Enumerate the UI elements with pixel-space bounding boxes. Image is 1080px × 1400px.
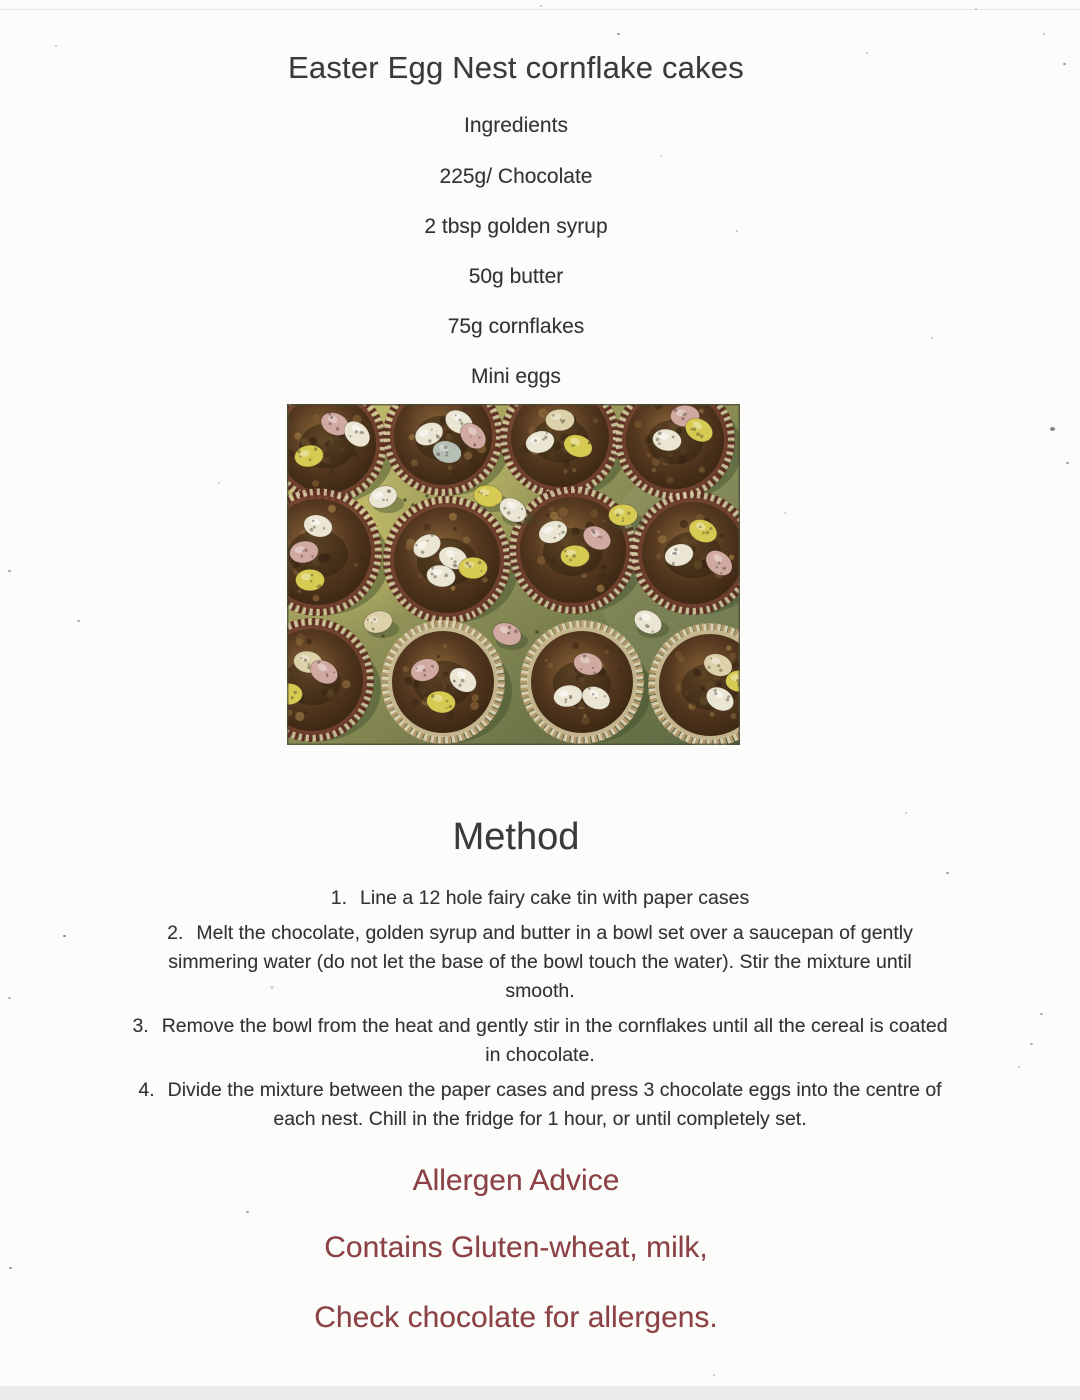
cornflake-nests-photo-graphic bbox=[287, 404, 740, 745]
scan-speck bbox=[1063, 63, 1066, 65]
ingredient-item: 225g/ Chocolate bbox=[439, 165, 593, 188]
scan-speck bbox=[975, 8, 977, 10]
scan-speck bbox=[218, 482, 220, 484]
step-text: Remove the bowl from the heat and gently stir in the cornflakes until all the cereal is coated bbox=[161, 1015, 948, 1037]
scan-speck bbox=[77, 620, 80, 622]
step-text: each nest. Chill in the fridge for 1 hour, or until completely set. bbox=[273, 1108, 807, 1130]
ingredients-heading: Ingredients bbox=[464, 114, 568, 137]
step-text: in chocolate. bbox=[485, 1044, 595, 1066]
scan-speck bbox=[713, 1374, 715, 1376]
ingredient-item: 50g butter bbox=[468, 265, 564, 288]
method-step-4 bbox=[0, 1076, 1080, 1134]
step-number: 1. bbox=[330, 887, 348, 909]
allergen-line: Check chocolate for allergens. bbox=[314, 1301, 718, 1334]
step-number: 3. bbox=[132, 1015, 149, 1037]
step-text: Line a 12 hole fairy cake tin with paper cases bbox=[360, 887, 750, 909]
step-text: Divide the mixture between the paper cases and press 3 chocolate eggs into the centre of bbox=[167, 1079, 942, 1101]
scan-speck bbox=[55, 45, 57, 47]
ingredient-item: Mini eggs bbox=[471, 365, 561, 388]
scan-speck bbox=[1043, 33, 1045, 35]
scan-top-edge bbox=[0, 9, 1080, 10]
scan-speck bbox=[8, 997, 11, 999]
scan-speck bbox=[946, 872, 949, 874]
step-number: 2. bbox=[167, 922, 184, 944]
scan-speck bbox=[246, 1211, 249, 1213]
scan-speck bbox=[660, 155, 662, 157]
scan-speck bbox=[784, 512, 786, 514]
scan-speck bbox=[617, 33, 620, 35]
step-text: simmering water (do not let the base of the bowl touch the water). Stir the mixture until bbox=[168, 951, 912, 973]
scan-speck bbox=[1040, 1013, 1043, 1015]
recipe-photo bbox=[287, 404, 740, 745]
step-text: smooth. bbox=[505, 980, 575, 1002]
scan-speck bbox=[1050, 427, 1055, 431]
scan-speck bbox=[1066, 462, 1069, 464]
scan-bottom-edge bbox=[0, 1386, 1080, 1400]
method-steps bbox=[0, 884, 1080, 1140]
scan-speck bbox=[9, 1267, 12, 1269]
page-title: Easter Egg Nest cornflake cakes bbox=[288, 50, 744, 85]
allergen-line: Contains Gluten-wheat, milk, bbox=[324, 1231, 708, 1264]
method-step-1 bbox=[0, 884, 1080, 913]
step-text: Melt the chocolate, golden syrup and butter in a bowl set over a saucepan of gently bbox=[196, 922, 913, 944]
step-number: 4. bbox=[138, 1079, 155, 1101]
method-heading: Method bbox=[452, 816, 580, 858]
method-step-3 bbox=[0, 1012, 1080, 1070]
ingredient-item: 75g cornflakes bbox=[447, 315, 585, 338]
scan-speck bbox=[1030, 1043, 1033, 1045]
scan-speck bbox=[866, 52, 868, 54]
ingredients-list bbox=[0, 163, 1032, 390]
allergen-heading: Allergen Advice bbox=[412, 1164, 620, 1197]
scan-speck bbox=[931, 337, 933, 339]
scan-speck bbox=[905, 812, 907, 814]
scan-speck bbox=[8, 570, 11, 572]
scan-speck bbox=[1018, 1066, 1020, 1068]
ingredient-item: 2 tbsp golden syrup bbox=[424, 215, 608, 238]
scan-speck bbox=[540, 5, 542, 7]
scan-speck bbox=[736, 230, 738, 232]
method-step-2 bbox=[0, 919, 1080, 1006]
